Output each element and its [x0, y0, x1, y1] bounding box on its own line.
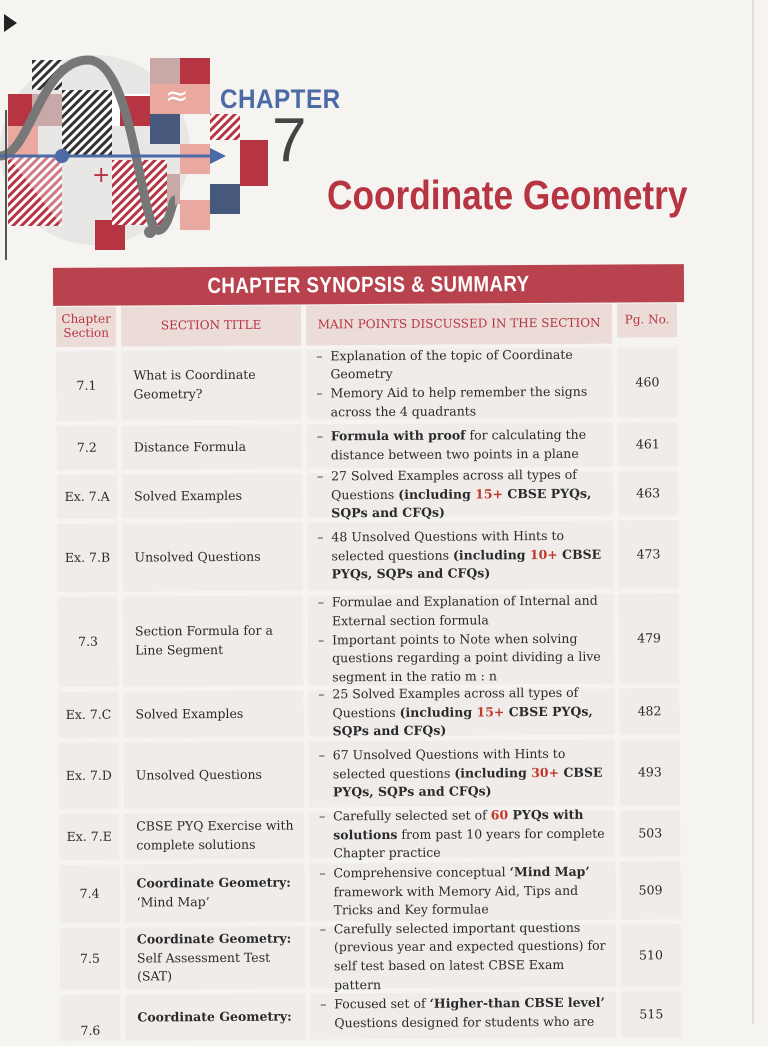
section-number: Ex. 7.A: [57, 475, 117, 519]
list-item: [315, 466, 607, 524]
point-text: 27 Solved Examples across all types of Questions: [330, 466, 577, 502]
list-item: [317, 745, 609, 803]
point-text: 25 Solved Examples across all types of Questions: [332, 684, 579, 720]
main-points: [308, 684, 614, 739]
table-row: [57, 466, 687, 521]
page-number: 510: [621, 924, 681, 986]
section-title: Coordinate Geometry:: [136, 930, 292, 947]
point-text: Focused set of: [334, 995, 430, 1012]
section-title-block: [124, 863, 304, 922]
point-text: 48 Unsolved Questions with Hints to selected questions: [331, 527, 565, 563]
corner-triangle-icon: [4, 14, 17, 32]
point-bold: Formula with proof: [330, 427, 466, 444]
point-text: Carefully selected set of: [333, 807, 491, 824]
section-number: 7.5: [60, 928, 120, 990]
section-number: Ex. 7.C: [58, 692, 118, 738]
section-title-block: [125, 993, 305, 1040]
table-row: [57, 520, 687, 592]
table-row: [58, 593, 689, 687]
section-number: Ex. 7.D: [59, 743, 119, 809]
list-item: – Important points to Note when solving questions regarding a point dividing a live segment in the ratio m : n: [316, 629, 608, 687]
list-item: [315, 527, 607, 585]
point-text: Comprehensive conceptual: [333, 864, 510, 881]
section-number: 7.6: [60, 995, 120, 1041]
list-item: [318, 994, 610, 1033]
section-subtitle: Self Assessment Test (SAT): [136, 949, 271, 984]
section-title: Coordinate Geometry:: [136, 874, 291, 891]
point-bold: CBSE PYQs, SQPs and CFQs): [332, 703, 593, 739]
point-bold: (including: [398, 486, 476, 502]
synopsis-table: [56, 303, 691, 1046]
point-text: for calculating the distance between two points in a plane: [330, 427, 587, 463]
table-row: [57, 422, 687, 470]
section-title: Coordinate Geometry:: [137, 1008, 292, 1025]
point-text: framework with Memory Aid, Tips and Tricks and Key formulae: [333, 882, 579, 918]
list-item: – Memory Aid to help remember the signs across the 4 quadrants: [314, 383, 606, 422]
list-item: [317, 806, 609, 864]
list-item: [317, 863, 609, 921]
chapter-number: 7: [272, 106, 307, 175]
synopsis-banner: [53, 264, 684, 306]
svg-text:≈: ≈: [165, 79, 189, 112]
main-points: [310, 992, 616, 1040]
table-row: [59, 861, 689, 923]
chapter-title: Coordinate Geometry: [327, 172, 688, 218]
section-title-block: [125, 926, 305, 989]
section-number: Ex. 7.E: [59, 814, 119, 860]
table-row: [59, 806, 689, 861]
column-header-points: MAIN POINTS DISCUSSED IN THE SECTION: [306, 304, 612, 346]
point-highlight: 30+: [531, 764, 560, 780]
section-title: What is Coordinate Geometry?: [121, 350, 301, 421]
column-header-section: Chapter Section: [56, 307, 116, 347]
page-number: 461: [618, 422, 678, 466]
page-number: 515: [621, 991, 681, 1037]
page-edge: [752, 0, 754, 1024]
point-text: 67 Unsolved Questions with Hints to selected questions: [332, 745, 566, 781]
list-item: – Formulae and Explanation of Internal and External section formula: [316, 592, 608, 631]
main-points: [309, 862, 615, 922]
main-points: [307, 423, 613, 469]
main-points: [310, 919, 616, 993]
page-number: 503: [620, 810, 680, 856]
arrow-right-icon: [210, 148, 226, 164]
point-highlight: 60: [490, 807, 509, 823]
point-highlight: 15+: [476, 703, 505, 720]
column-header-title: SECTION TITLE: [121, 306, 301, 347]
section-number: 7.3: [58, 597, 119, 687]
column-header-page: Pg. No.: [617, 303, 677, 337]
main-points: [308, 594, 615, 686]
point-bold: ‘Higher-than CBSE level’: [429, 994, 605, 1011]
point-bold: (including: [454, 764, 532, 781]
plus-icon: +: [92, 163, 111, 188]
banner-title: CHAPTER SYNOPSIS & SUMMARY: [207, 271, 530, 298]
table-row: [60, 919, 690, 993]
section-subtitle: ‘Mind Map’: [136, 894, 210, 910]
point-bold: ‘Mind Map’: [509, 863, 590, 880]
main-points: [309, 806, 615, 861]
main-points: [306, 348, 612, 420]
main-points: [307, 521, 613, 591]
main-points: [309, 740, 615, 808]
main-points: [307, 466, 613, 521]
section-number: 7.4: [59, 865, 119, 923]
page-number: 473: [618, 520, 678, 588]
point-bold: CBSE PYQs, SQPs and CFQs): [332, 764, 603, 800]
point-bold: CBSE PYQs, SQPs and CFQs): [331, 485, 592, 521]
point-text: Questions designed for students who are: [334, 1013, 595, 1031]
table-header: [56, 303, 686, 347]
point-highlight: 15+: [475, 485, 504, 502]
point-text: from past 10 years for complete Chapter practice: [333, 825, 605, 861]
page-number: 460: [617, 347, 677, 417]
section-number: 7.2: [57, 426, 117, 470]
point-bold: CBSE PYQs, SQPs and CFQs): [331, 546, 602, 582]
page-number: 509: [620, 861, 680, 919]
section-title: Solved Examples: [123, 690, 303, 737]
point-highlight: 10+: [529, 546, 558, 562]
list-item: – Explanation of the topic of Coordinate Geometry: [314, 345, 606, 384]
section-title: CBSE PYQ Exercise with complete solutions: [124, 812, 304, 859]
table-row: [59, 739, 689, 809]
page-number: 482: [619, 688, 679, 734]
table-row: [60, 991, 690, 1041]
section-title: Unsolved Questions: [124, 741, 304, 808]
point-bold: (including: [399, 704, 477, 720]
section-number: Ex. 7.B: [57, 524, 117, 592]
page-number: 493: [620, 739, 680, 805]
section-title: Solved Examples: [122, 474, 302, 519]
table-row: [56, 347, 686, 421]
section-title: Unsolved Questions: [122, 522, 302, 591]
page-number: 479: [619, 593, 680, 683]
section-title: Distance Formula: [122, 425, 302, 470]
list-item: – Carefully selected important questions (previous year and expected questions) for self test based on latest CBSE Exam pattern: [318, 918, 610, 995]
page-number: 463: [618, 471, 678, 515]
section-number: 7.1: [56, 351, 116, 421]
point-bold: PYQs with solutions: [333, 806, 584, 842]
point-bold: (including: [452, 546, 530, 563]
list-item: [315, 426, 607, 465]
table-row: [58, 684, 688, 739]
list-item: [316, 684, 608, 742]
section-title: Section Formula for a Line Segment: [123, 595, 304, 686]
chapter-label: CHAPTER: [220, 84, 341, 114]
